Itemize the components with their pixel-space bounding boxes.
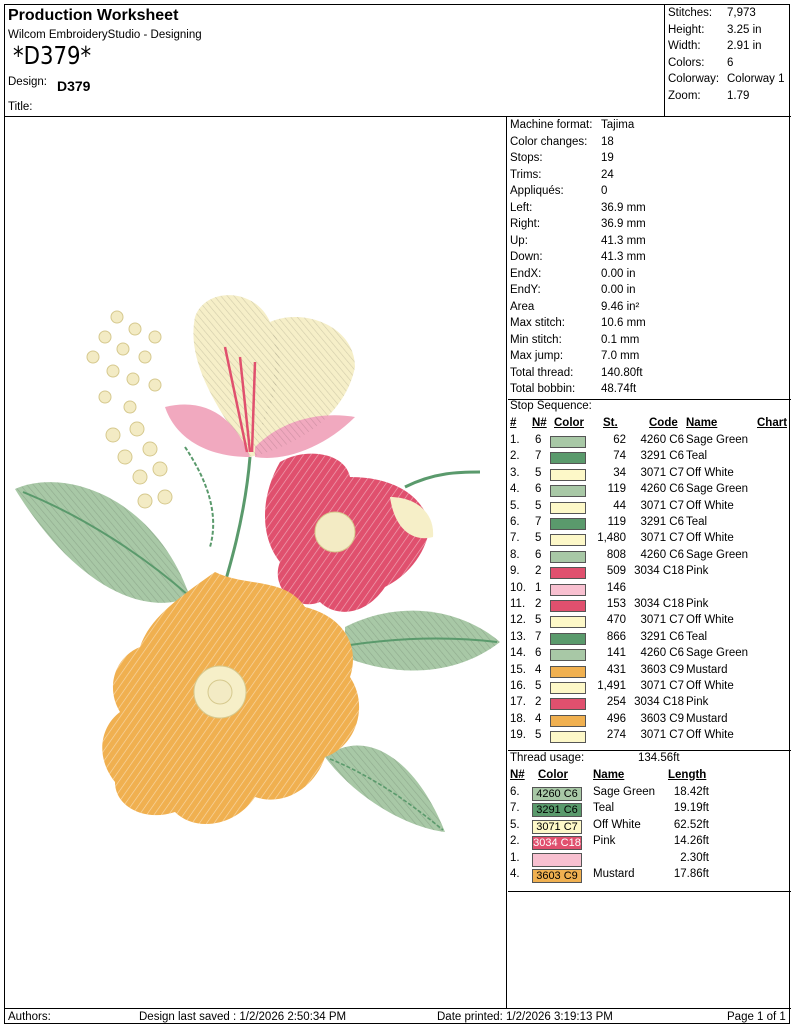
detail-value: 7.0 mm (601, 350, 640, 362)
stop-color-swatch (550, 616, 586, 628)
thread-color-swatch: 4260 C6 (532, 787, 582, 801)
thread-length: 2.30ft (680, 851, 709, 864)
thread-header-color: Color (538, 768, 569, 781)
stop-row (508, 680, 791, 696)
detail-row (510, 168, 614, 181)
top-lily (165, 295, 355, 458)
stop-color-swatch (550, 731, 586, 743)
detail-value: Tajima (601, 119, 635, 131)
stop-color-swatch (550, 469, 586, 481)
design-preview (5, 117, 507, 1008)
stop-color-swatch (550, 518, 586, 530)
right-leaf (345, 611, 500, 671)
stop-num: 17. (510, 696, 526, 709)
detail-value: 10.6 mm (601, 317, 646, 329)
stop-color-swatch (550, 698, 586, 710)
stop-num: 4. (510, 483, 520, 496)
stop-name: Sage Green (686, 647, 749, 660)
stop-stitches: 74 (613, 450, 626, 463)
stop-num: 12. (510, 614, 526, 627)
detail-value: 48.74ft (601, 383, 637, 395)
thread-header-length: Length (668, 768, 707, 781)
stop-color-swatch (550, 436, 586, 448)
stop-needle: 6 (535, 548, 542, 561)
stop-header-code: Code (649, 417, 678, 429)
stop-row (508, 500, 791, 516)
stop-color-swatch (550, 485, 586, 497)
detail-label: EndY: (510, 284, 541, 296)
thread-needle: 7. (510, 802, 520, 815)
stop-color-swatch (550, 682, 586, 694)
stop-row (508, 647, 791, 663)
stop-needle: 7 (535, 630, 542, 643)
stop-code: 3291 C6 (640, 630, 684, 643)
thread-needle: 5. (510, 818, 520, 831)
stop-name: Pink (686, 696, 709, 709)
stop-code: 3603 C9 (640, 712, 684, 725)
stop-header-name: Name (686, 417, 718, 429)
summary-stat-value: Colorway 1 (727, 73, 785, 85)
thread-needle: 4. (510, 868, 520, 881)
detail-row (510, 383, 637, 395)
stop-needle: 5 (535, 499, 542, 512)
stop-row (508, 713, 791, 729)
stop-row (508, 729, 791, 745)
stop-header-chart: Chart (757, 417, 788, 429)
stop-header-num: # (510, 417, 517, 429)
detail-label: Min stitch: (510, 333, 562, 346)
stop-name: Off White (686, 729, 734, 742)
page-number: Page 1 of 1 (727, 1011, 786, 1023)
detail-row (510, 218, 646, 230)
thread-name: Teal (593, 802, 615, 815)
header-left (5, 5, 665, 116)
stop-row (508, 483, 791, 499)
stop-needle: 5 (535, 614, 542, 627)
stop-num: 3. (510, 466, 520, 479)
thread-needle: 6. (510, 785, 520, 798)
software-subtitle: Wilcom EmbroideryStudio - Designing (8, 29, 202, 41)
detail-label: Down: (510, 251, 543, 263)
stop-header-color: Color (554, 417, 585, 429)
stop-row (508, 549, 791, 565)
stop-code: 3071 C7 (640, 680, 684, 692)
detail-label: Right: (510, 218, 541, 230)
summary-stat-value: 7,973 (727, 7, 756, 19)
stop-num: 15. (510, 663, 526, 676)
stop-row (508, 598, 791, 614)
stop-needle: 2 (535, 696, 542, 709)
authors-label: Authors: (8, 1011, 51, 1023)
stop-stitches: 62 (613, 434, 626, 446)
detail-label: Stops: (510, 152, 543, 164)
thread-color-swatch: 3071 C7 (532, 820, 582, 834)
stop-header-st: St. (603, 417, 618, 429)
stop-color-swatch (550, 649, 586, 661)
detail-value: 36.9 mm (601, 218, 646, 230)
thread-usage-title: Thread usage: (510, 751, 585, 764)
worksheet-frame (4, 4, 790, 1024)
thread-name: Pink (593, 835, 616, 848)
stop-stitches: 431 (606, 663, 626, 676)
stop-color-swatch (550, 502, 586, 514)
date-printed: Date printed: 1/2/2026 3:19:13 PM (437, 1011, 613, 1023)
thread-color-swatch (532, 853, 582, 867)
stop-name: Sage Green (686, 483, 749, 496)
baby-breath-dots (87, 311, 172, 508)
stop-stitches: 119 (607, 483, 626, 496)
stop-needle: 6 (535, 434, 542, 446)
mustard-flower (102, 572, 359, 824)
stop-stitches: 153 (606, 598, 626, 610)
stop-num: 5. (510, 499, 520, 512)
detail-row (510, 366, 643, 379)
pink-flower (265, 454, 433, 612)
stop-name: Off White (686, 614, 734, 627)
stop-code: 3071 C7 (640, 614, 684, 627)
stop-color-swatch (550, 551, 586, 563)
stop-row (508, 565, 791, 581)
stop-num: 2. (510, 450, 520, 463)
stop-stitches: 254 (606, 696, 626, 709)
stop-stitches: 866 (606, 630, 626, 643)
thread-row (508, 802, 791, 818)
detail-row (510, 317, 646, 329)
stop-header-n: N# (532, 417, 547, 429)
detail-value: 0.00 in (601, 284, 636, 296)
thread-length: 14.26ft (673, 835, 709, 848)
thread-length: 17.86ft (673, 868, 709, 881)
detail-label: Up: (510, 234, 528, 247)
stop-code: 3071 C7 (640, 532, 684, 545)
thread-row (508, 868, 791, 884)
detail-label: Trims: (510, 168, 542, 181)
detail-row (510, 267, 636, 280)
detail-label: Machine format: (510, 119, 593, 131)
detail-row (510, 251, 646, 263)
summary-stat (668, 56, 734, 69)
detail-value: 0.00 in (601, 267, 636, 280)
summary-stat-value: 2.91 in (727, 40, 762, 52)
stop-needle: 5 (535, 680, 542, 692)
stop-num: 13. (510, 630, 526, 643)
summary-stat-label: Stitches: (668, 7, 713, 19)
thread-row (508, 835, 791, 851)
stop-needle: 7 (535, 516, 542, 528)
stop-color-swatch (550, 534, 586, 546)
detail-value: 19 (601, 152, 614, 164)
detail-label: Total bobbin: (510, 383, 576, 395)
thread-name: Mustard (593, 868, 635, 881)
thread-color-swatch: 3603 C9 (532, 869, 582, 883)
stop-stitches: 1,480 (597, 532, 626, 545)
thread-length: 62.52ft (673, 818, 709, 831)
summary-stat-label: Colorway: (668, 73, 720, 85)
embroidery-design-image (5, 117, 507, 1008)
stop-needle: 2 (535, 565, 542, 578)
detail-label: Area (510, 300, 535, 313)
stop-needle: 5 (535, 532, 542, 545)
summary-stat-label: Colors: (668, 56, 705, 69)
detail-row (510, 152, 614, 164)
stop-code: 3291 C6 (640, 450, 684, 463)
stop-row (508, 450, 791, 466)
stop-row (508, 582, 791, 598)
summary-stats (666, 5, 790, 116)
detail-label: Appliqués: (510, 185, 564, 197)
stop-name: Teal (686, 450, 708, 463)
stop-stitches: 141 (606, 647, 626, 660)
stop-num: 16. (510, 680, 526, 692)
stop-row (508, 664, 791, 680)
stop-color-swatch (550, 600, 586, 612)
stop-row (508, 434, 791, 450)
detail-row (510, 350, 640, 362)
stop-name: Off White (686, 466, 734, 479)
stop-row (508, 614, 791, 630)
stop-code: 3071 C7 (640, 729, 684, 742)
thread-needle: 2. (510, 835, 520, 848)
detail-label: Max stitch: (510, 317, 565, 329)
detail-label: Left: (510, 201, 533, 214)
design-barcode-name: *D379* (13, 41, 92, 70)
detail-row (510, 185, 608, 197)
thread-row (508, 819, 791, 835)
stop-row (508, 631, 791, 647)
summary-stat-value: 1.79 (727, 89, 750, 102)
stop-num: 7. (510, 532, 520, 545)
stop-num: 14. (510, 647, 526, 660)
stop-name: Sage Green (686, 434, 749, 446)
stop-code: 3291 C6 (640, 516, 684, 528)
stop-row (508, 532, 791, 548)
thread-needle: 1. (510, 851, 520, 864)
stop-needle: 4 (535, 663, 542, 676)
design-label: Design: (8, 76, 47, 88)
stop-color-swatch (550, 715, 586, 727)
detail-label: Color changes: (510, 135, 588, 148)
stop-code: 4260 C6 (640, 483, 684, 496)
summary-stat (668, 23, 762, 36)
stop-num: 8. (510, 548, 520, 561)
stop-code: 3071 C7 (640, 499, 684, 512)
detail-value: 18 (601, 135, 614, 148)
stop-needle: 1 (535, 581, 542, 594)
summary-stat (668, 7, 756, 19)
detail-row (510, 201, 646, 214)
stop-code: 3071 C7 (640, 466, 684, 479)
stop-color-swatch (550, 567, 586, 579)
thread-name: Sage Green (593, 785, 656, 798)
thread-header-n: N# (510, 768, 525, 781)
stop-num: 10. (510, 581, 526, 594)
stop-stitches: 34 (613, 466, 626, 479)
stop-code: 3034 C18 (634, 565, 684, 578)
detail-value: 41.3 mm (601, 251, 646, 263)
detail-label: Total thread: (510, 366, 574, 379)
stop-sequence-title: Stop Sequence: (510, 400, 592, 412)
stop-name: Teal (686, 516, 708, 528)
detail-row (510, 284, 636, 296)
stop-name: Mustard (686, 663, 728, 676)
stop-color-swatch (550, 666, 586, 678)
stop-code: 4260 C6 (640, 548, 684, 561)
stop-stitches: 509 (606, 565, 626, 578)
stop-color-swatch (550, 633, 586, 645)
stop-code: 4260 C6 (640, 434, 684, 446)
detail-row (510, 234, 646, 247)
details-panel (508, 117, 791, 1008)
stop-sequence-divider (508, 399, 791, 400)
summary-stat (668, 73, 785, 85)
stop-name: Sage Green (686, 548, 749, 561)
detail-value: 0.1 mm (601, 333, 640, 346)
stop-num: 1. (510, 434, 520, 446)
detail-label: Max jump: (510, 350, 564, 362)
thread-usage-total: 134.56ft (638, 751, 680, 764)
stop-name: Off White (686, 680, 734, 692)
stop-needle: 7 (535, 450, 542, 463)
stop-needle: 6 (535, 647, 542, 660)
stop-num: 18. (510, 712, 526, 725)
thread-color-swatch: 3034 C18 (533, 837, 581, 850)
stop-needle: 2 (535, 598, 542, 610)
stop-row (508, 516, 791, 532)
stop-num: 11. (510, 598, 526, 610)
stop-name: Pink (686, 598, 709, 610)
stop-stitches: 808 (606, 548, 626, 561)
footer (5, 1009, 791, 1025)
stop-stitches: 146 (606, 581, 626, 594)
thread-length: 19.19ft (673, 802, 709, 815)
detail-label: EndX: (510, 267, 542, 280)
stop-num: 19. (510, 729, 526, 742)
thread-length: 18.42ft (673, 785, 709, 798)
stop-stitches: 119 (607, 516, 626, 528)
stop-row (508, 696, 791, 712)
detail-value: 41.3 mm (601, 234, 646, 247)
stop-name: Off White (686, 499, 734, 512)
thread-usage-end (508, 891, 791, 892)
summary-stat-label: Zoom: (668, 89, 701, 102)
detail-row (510, 333, 640, 346)
detail-value: 140.80ft (601, 366, 643, 379)
stop-name: Teal (686, 630, 708, 643)
stop-needle: 5 (535, 466, 542, 479)
stem-right (405, 472, 480, 487)
stop-code: 3034 C18 (634, 696, 684, 709)
stop-name: Off White (686, 532, 734, 545)
detail-value: 36.9 mm (601, 201, 646, 214)
stop-code: 3603 C9 (640, 663, 684, 676)
detail-value: 0 (601, 185, 608, 197)
last-saved: Design last saved : 1/2/2026 2:50:34 PM (139, 1011, 347, 1023)
summary-stat (668, 40, 762, 52)
stop-stitches: 470 (606, 614, 626, 627)
worksheet-title: Production Worksheet (8, 7, 179, 24)
stop-row (508, 467, 791, 483)
thread-row (508, 786, 791, 802)
stop-name: Pink (686, 565, 709, 578)
stop-color-swatch (550, 452, 586, 464)
thread-usage-divider (508, 750, 791, 751)
summary-stat-value: 3.25 in (727, 23, 762, 36)
stop-num: 6. (510, 516, 520, 528)
detail-row (510, 135, 614, 148)
stop-stitches: 274 (606, 729, 626, 742)
bottom-right-leaf (325, 746, 445, 832)
stop-code: 4260 C6 (640, 647, 684, 660)
detail-value: 24 (601, 168, 614, 181)
stop-code: 3034 C18 (634, 598, 684, 610)
design-value: D379 (57, 78, 91, 94)
title-label: Title: (8, 101, 33, 113)
stop-stitches: 44 (613, 499, 626, 512)
thread-header-name: Name (593, 768, 625, 781)
stop-needle: 6 (535, 483, 542, 496)
stop-num: 9. (510, 565, 520, 578)
detail-value: 9.46 in² (601, 300, 640, 313)
stop-color-swatch (550, 584, 586, 596)
stop-needle: 4 (535, 712, 542, 725)
stop-needle: 5 (535, 729, 542, 742)
summary-stat-label: Width: (668, 40, 701, 52)
detail-row (510, 119, 635, 131)
small-leaf (185, 447, 213, 547)
stop-name: Mustard (686, 712, 728, 725)
summary-stat (668, 89, 750, 102)
thread-name: Off White (593, 818, 641, 831)
detail-row (510, 300, 640, 313)
summary-stat-label: Height: (668, 23, 705, 36)
thread-row (508, 852, 791, 868)
stop-stitches: 496 (606, 712, 626, 725)
summary-stat-value: 6 (727, 56, 734, 69)
thread-color-swatch: 3291 C6 (532, 803, 582, 817)
stop-stitches: 1,491 (597, 680, 626, 692)
